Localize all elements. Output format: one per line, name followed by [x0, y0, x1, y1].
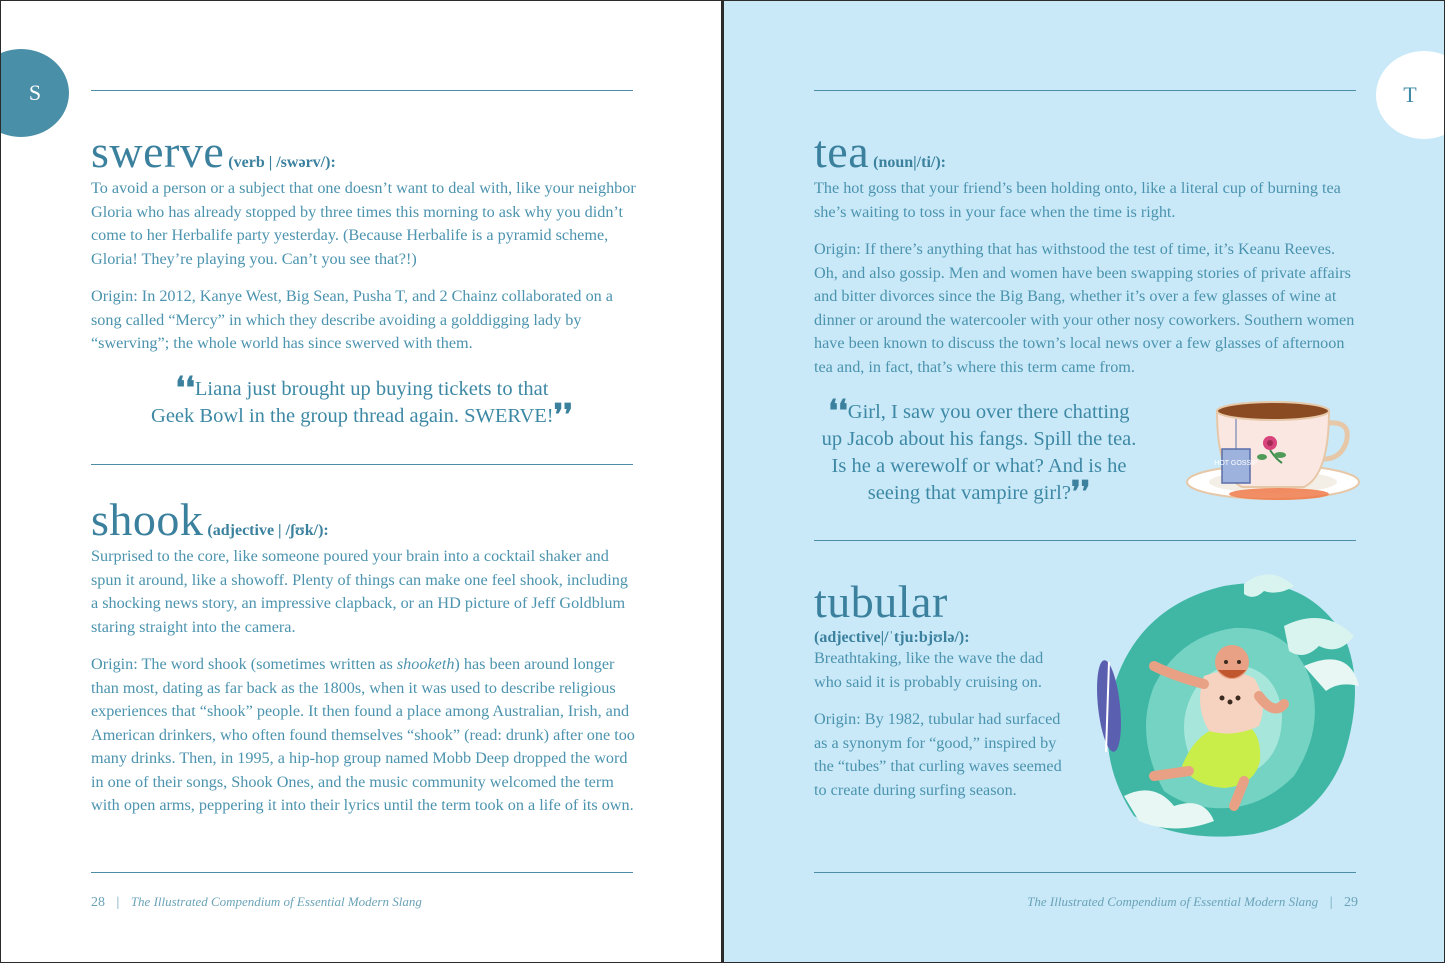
teabag-label: HOT GOSSIP	[1214, 460, 1258, 467]
wave-surfer-illustration	[1094, 566, 1366, 844]
origin-tubular: Origin: By 1982, tubular had surfaced as a synonym for “good,” inspired by the “tubes” that curling waves seemed to create during surfing season.	[814, 710, 1062, 799]
definition-tubular: Breathtaking, like the wave the dad who said it is probably cruising on.	[814, 649, 1044, 691]
close-quote-icon: ❜❜	[553, 398, 573, 433]
origin-tea: Origin: If there’s anything that has withstood the test of time, it’s Keanu Reeves. Oh, and also gossip. Men and women have been swapping stories of private affairs and bitter divorces since the Big Bang, whether it’s over a few glasses of wine at dinner or around the watercooler with your other nosy coworkers. Southern women have been known to discuss the town’s local news over a few glasses of afternoon tea and, in fact, that’s where this term came from.	[814, 240, 1355, 376]
pos-swerve: (verb | /swərv/):	[228, 154, 336, 171]
divider-middle	[814, 540, 1356, 541]
quote-tea: ❛❛Girl, I saw you over there chatting up Jacob about his fangs. Spill the tea. Is he a werewolf or what? And is he seeing that vampire girl?❜❜	[821, 394, 1137, 510]
right-page	[723, 0, 1445, 963]
entry-tea	[814, 126, 1359, 379]
origin-swerve: Origin: In 2012, Kanye West, Big Sean, Pusha T, and 2 Chainz collaborated on a song called “Mercy” in which they describe avoiding a golddigging lady by “swerving”; the whole world has since swerved with them.	[91, 287, 613, 352]
pos-shook: (adjective | /ʃʊk/):	[207, 522, 329, 539]
letter-tab-t: T	[1376, 51, 1445, 139]
divider-top	[91, 90, 633, 91]
footer-left: 28 | The Illustrated Compendium of Essential Modern Slang	[91, 894, 422, 910]
divider-top	[814, 90, 1356, 91]
footer-right: The Illustrated Compendium of Essential Modern Slang | 29	[1027, 894, 1358, 910]
page-number: 29	[1344, 895, 1358, 910]
definition-swerve: To avoid a person or a subject that one doesn’t want to deal with, like your neighbor Gloria who has already stopped by three times this morning to ask why you didn’t come to her Herbalife party yesterday. (Because Herbalife is a pyramid scheme, Gloria! They’re playing you. Can’t you see that?!)	[91, 179, 636, 268]
divider-bottom	[91, 872, 633, 873]
origin-shook: Origin: The word shook (sometimes written as shooketh) has been around longer than most, dating as far back as the 1800s, when it was used to describe religious experiences that “shook” people. It then found a place among Australian, Irish, and American drinkers, who often found themselves “shook” (read: drunk) after one too many drinks. Then, in 1995, a hip-hop group named Mobb Deep dropped the word in one of their songs, Shook Ones, and the music community welcomed the term with open arms, peppering it into their lyrics until the term took on a life of its own.	[91, 655, 635, 814]
page-number: 28	[91, 895, 105, 910]
definition-tea: The hot goss that your friend’s been holding onto, like a literal cup of burning tea she’s waiting to toss in your face when the time is right.	[814, 179, 1341, 221]
open-quote-icon: ❛❛	[828, 394, 848, 429]
open-quote-icon: ❛❛	[175, 371, 195, 406]
definition-shook: Surprised to the core, like someone poured your brain into a cocktail shaker and spun it around, like a showoff. Plenty of things can make one feel shook, including a shocking news story, an impressive clapback, or an HD picture of Jeff Goldblum staring straight into the camera.	[91, 547, 628, 636]
headword-tubular: tubular	[814, 576, 948, 627]
entry-tubular	[814, 576, 1064, 802]
entry-shook	[91, 494, 636, 818]
headword-shook: shook	[91, 494, 204, 545]
divider-bottom	[814, 872, 1356, 873]
headword-swerve: swerve	[91, 126, 225, 177]
divider-middle	[91, 464, 633, 465]
teacup-illustration	[1184, 397, 1362, 509]
close-quote-icon: ❜❜	[1070, 475, 1091, 510]
pos-tubular: (adjective|/ˈtju:bjʊlə/):	[814, 629, 970, 646]
pos-tea: (noun|/ti/):	[873, 154, 946, 171]
quote-swerve: ❛❛Liana just brought up buying tickets to that Geek Bowl in the group thread again. SWERVE!❜❜	[151, 371, 573, 433]
letter-tab-s: S	[0, 49, 69, 137]
entry-swerve	[91, 126, 636, 356]
running-title: The Illustrated Compendium of Essential Modern Slang	[1027, 894, 1319, 909]
headword-tea: tea	[814, 126, 870, 177]
running-title: The Illustrated Compendium of Essential Modern Slang	[130, 894, 422, 909]
